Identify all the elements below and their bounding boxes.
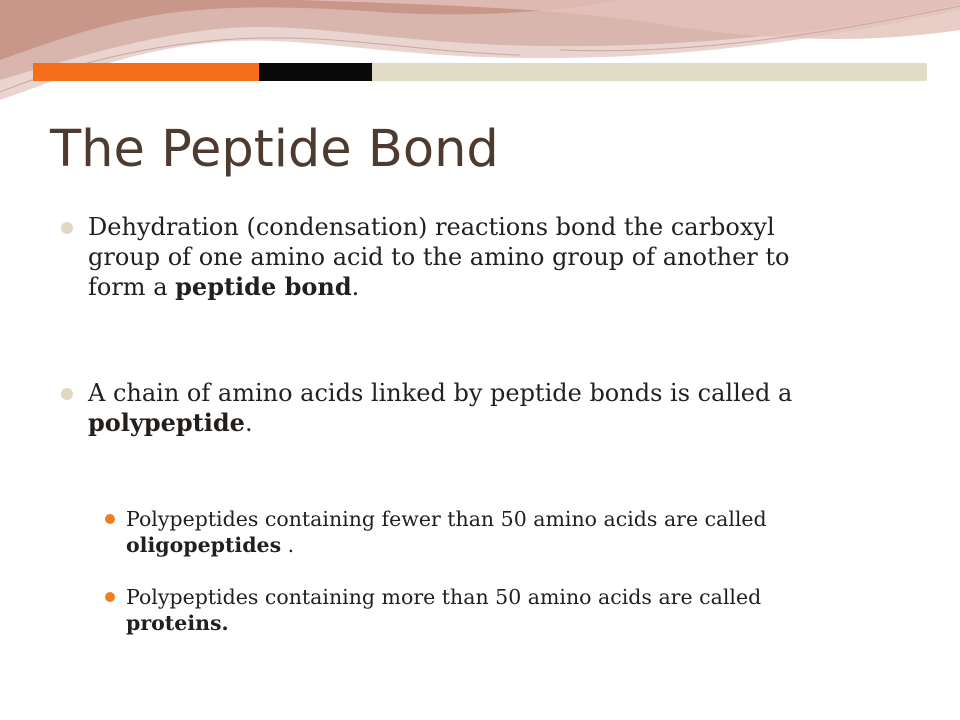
accent-bar-black: [259, 63, 372, 81]
decorative-header-wave: [0, 0, 960, 110]
sub-bullet-dot-icon: [105, 514, 115, 524]
sub-bullet-bold-term: proteins.: [126, 611, 229, 635]
sub-bullet-item: [126, 506, 866, 558]
sub-bullet-dot-icon: [105, 592, 115, 602]
bullet-text-end: .: [244, 409, 253, 437]
sub-bullet-item: [126, 584, 866, 636]
bullet-text: A chain of amino acids linked by peptide bonds is called a: [88, 379, 793, 407]
bullet-text-end: .: [351, 273, 360, 301]
accent-bar-orange: [33, 63, 259, 81]
sub-bullet-text: Polypeptides containing more than 50 amino acids are called: [126, 585, 762, 609]
sub-bullet-text-end: .: [281, 533, 295, 557]
bullet-bold-term: polypeptide: [88, 408, 245, 437]
slide-title: The Peptide Bond: [50, 120, 499, 179]
accent-bar-cream: [372, 63, 927, 81]
bullet-bold-term: peptide bond: [175, 272, 352, 301]
bullet-item: [88, 378, 838, 438]
bullet-text: Dehydration (condensation) reactions bond the carboxyl group of one amino acid to the amino group of another to form a: [88, 213, 790, 301]
sub-bullet-text: Polypeptides containing fewer than 50 amino acids are called: [126, 507, 767, 531]
sub-bullet-bold-term: oligopeptides: [126, 533, 282, 557]
bullet-item: [88, 212, 838, 302]
bullet-dot-icon: [61, 222, 73, 234]
bullet-dot-icon: [61, 388, 73, 400]
